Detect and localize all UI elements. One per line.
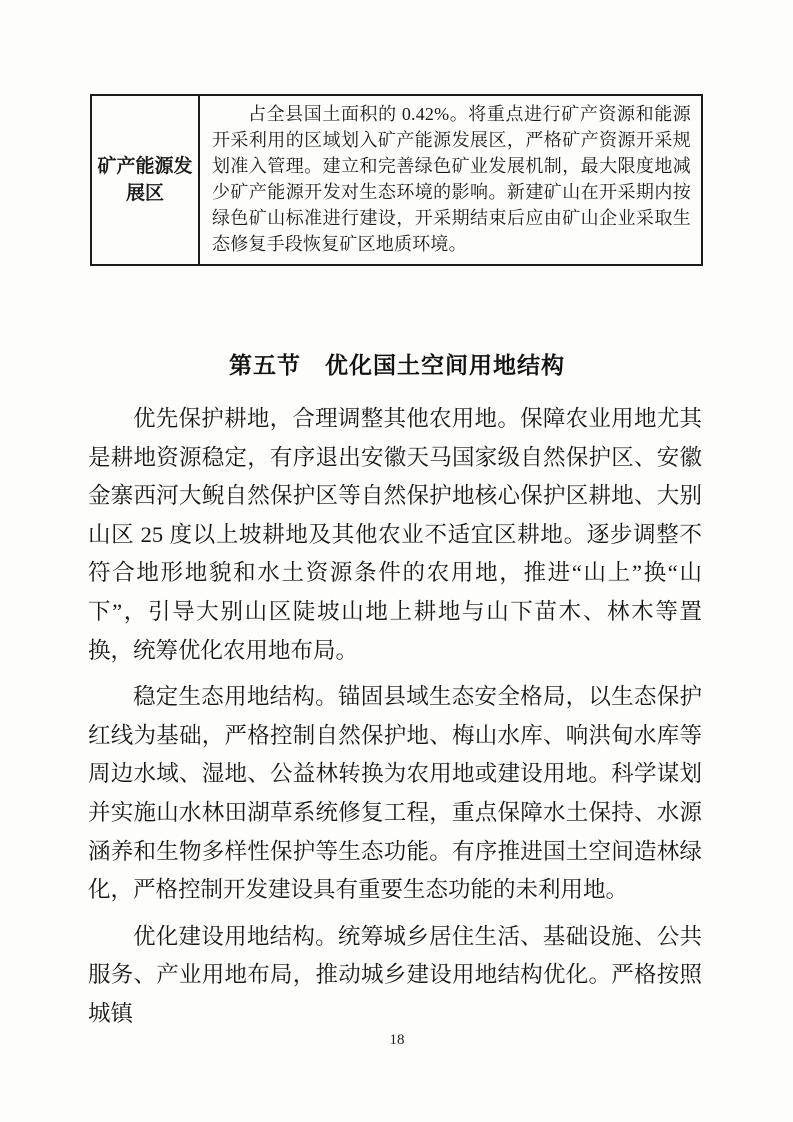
body-paragraph: 稳定生态用地结构。锚固县域生态安全格局，以生态保护红线为基础，严格控制自然保护地、梅山水库、响洪甸水库等周边水域、湿地、公益林转换为农用地或建设用地。科学谋划并实施山水林田湖草系统修复工程，重点保障水土保持、水源涵养和生物多样性保护等生态功能。有序推进国土空间造林绿化，严格控制开发建设具有重要生态功能的未利用地。 — [88, 684, 702, 903]
zone-name-cell: 矿产能源发展区 — [92, 96, 200, 264]
body-paragraph: 优先保护耕地，合理调整其他农用地。保障农业用地尤其是耕地资源稳定，有序退出安徽天马国家级自然保护区、安徽金寨西河大鲵自然保护区等自然保护地核心保护区耕地、大别山区 25 度以上坡耕地及其他农业不适宜区耕地。逐步调整不符合地形地貌和水土资源条件的农用地，推进“山上”换“山下”，引导大别山区陡坡山地上耕地与山下苗木、林木等置换，统筹优化农用地布局。 — [88, 406, 702, 663]
body-paragraph: 优化建设用地结构。统筹城乡居住生活、基础设施、公共服务、产业用地布局，推动城乡建设用地结构优化。严格按照城镇 — [88, 923, 702, 1026]
body-text-block — [88, 400, 702, 1042]
zone-continuation-table — [90, 94, 703, 266]
page-number: 18 — [389, 1032, 405, 1048]
section-heading: 第五节 优化国土空间用地结构 — [229, 352, 565, 378]
zone-description-cell: 占全县国土面积的 0.42%。将重点进行矿产资源和能源开采利用的区域划入矿产能源发展区，严格矿产资源开采规划准入管理。建立和完善绿色矿业发展机制，最大限度地减少矿产能源开发对生态环境的影响。新建矿山在开采期内按绿色矿山标准进行建设，开采期结束后应由矿山企业采取生态修复手段恢复矿区地质环境。 — [212, 104, 691, 254]
